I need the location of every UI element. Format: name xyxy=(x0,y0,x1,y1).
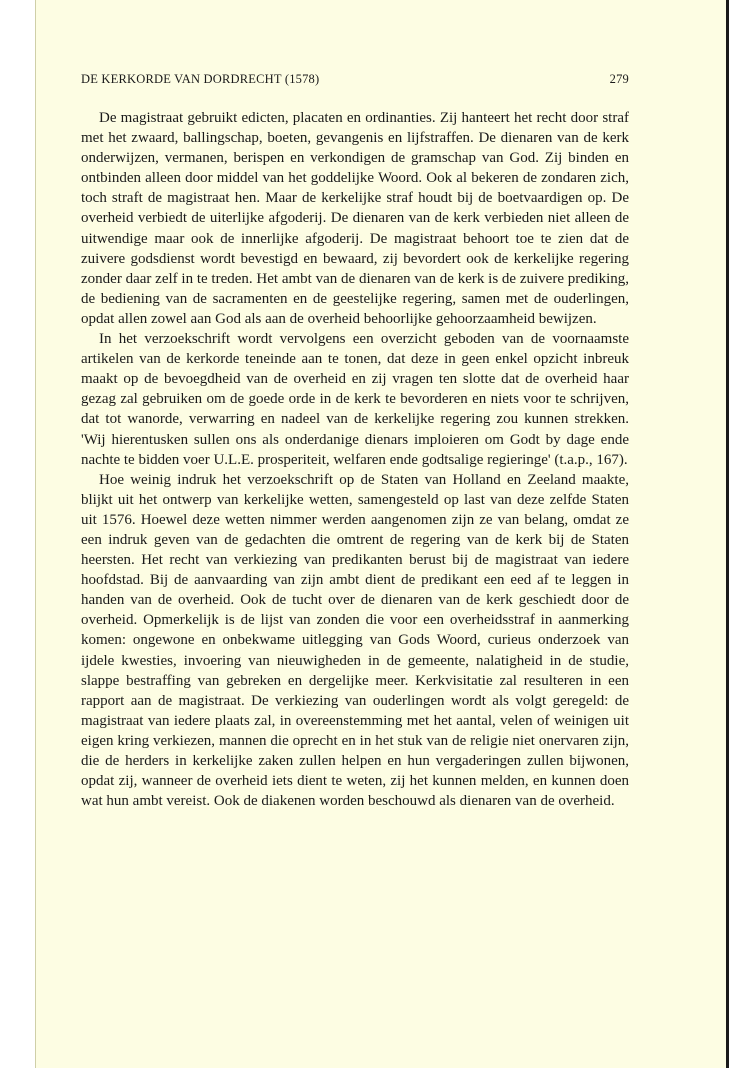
paragraph-3: Hoe weinig indruk het verzoekschrift op de Staten van Holland en Zeeland maakte, blijkt uit het ontwerp van kerkelijke wetten, samengesteld op last van deze zelfde Staten uit 1576. Hoewel deze wetten nimmer werden aangenomen zijn ze van belang, omdat ze een indruk geven van de gedachten die omtrent de regering van de kerk bij de Staten heersten. Het recht van verkiezing van predikanten berust bij de magistraat van iedere hoofdstad. Bij de aanvaarding van zijn ambt dient de predikant een eed af te leggen in handen van de overheid. Ook de tucht over de dienaren van de kerk geschiedt door de overheid. Opmerkelijk is de lijst van zonden die voor een overheidsstraf in aanmerking komen: ongewone en onbekwame uitlegging van Gods Woord, curieus onderzoek van ijdele kwesties, invoering van nieuwigheden in de gemeente, nalatigheid in de studie, slappe bestraffing van gebreken en dergelijke meer. Kerkvisitatie zal resulteren in een rapport aan de magistraat. De verkiezing van ouderlingen wordt als volgt geregeld: de magistraat van iedere plaats zal, in overeenstemming met het aantal, velen of weinigen uit eigen kring verkiezen, mannen die oprecht en in het stuk van de religie niet onervaren zijn, die de herders in kerkelijke zaken zullen helpen en hun vergaderingen zullen bijwonen, opdat zij, wanneer de overheid iets dient te weten, zij het kunnen melden, en kunnen doen wat hun ambt vereist. Ook de diakenen worden beschouwd als dienaren van de overheid. xyxy=(81,471,629,810)
running-header xyxy=(81,72,629,92)
page-number: 279 xyxy=(609,72,629,86)
running-title: DE KERKORDE VAN DORDRECHT (1578) xyxy=(81,72,320,86)
page-edge-shadow xyxy=(726,0,729,1068)
paragraph-2: In het verzoekschrift wordt vervolgens een overzicht geboden van de voornaamste artikelen van de kerkorde teneinde aan te tonen, dat deze in geen enkel opzicht inbreuk maakt op de bevoegdheid van de overheid en zij vragen ten slotte dat de overheid haar gezag zal gebruiken om de goede orde in de kerk te bevorderen en niets voor te schrijven, dat tot wanorde, verwarring en nadeel van de kerkelijke regering zou kunnen strekken. 'Wij hierentusken sullen ons als onderdanige dienars imploieren om Godt by dage ende nachte te bidden voer U.L.E. prosperiteit, welfaren ende godtsalige regieringe' (t.a.p., 167). xyxy=(81,331,629,468)
body-text xyxy=(81,108,629,811)
paragraph-1: De magistraat gebruikt edicten, placaten en ordinanties. Zij hanteert het recht door straf met het zwaard, ballingschap, boeten, gevangenis en lijfstraffen. De dienaren van de kerk onderwijzen, vermanen, berispen en verkondigen de gramschap van God. Zij binden en ontbinden alleen door middel van het goddelijke Woord. Ook al bekeren de zondaren zich, toch straft de magistraat hen. Maar de kerkelijke straf houdt bij de boetvaardigen op. De overheid verbiedt de uiterlijke afgoderij. De dienaren van de kerk verbieden niet alleen de uitwendige maar ook de innerlijke afgoderij. De magistraat behoort toe te zien dat de zuivere godsdienst wordt bevestigd en bewaard, zij bevordert ook de kerkelijke regering zonder daar zelf in te treden. Het ambt van de dienaren van de kerk is de zuivere prediking, de bediening van de sacramenten en de geestelijke regering, samen met de ouderlingen, opdat allen zowel aan God als aan de overheid behoorlijke gehoorzaamheid bewijzen. xyxy=(81,110,629,327)
book-page xyxy=(35,0,727,1068)
